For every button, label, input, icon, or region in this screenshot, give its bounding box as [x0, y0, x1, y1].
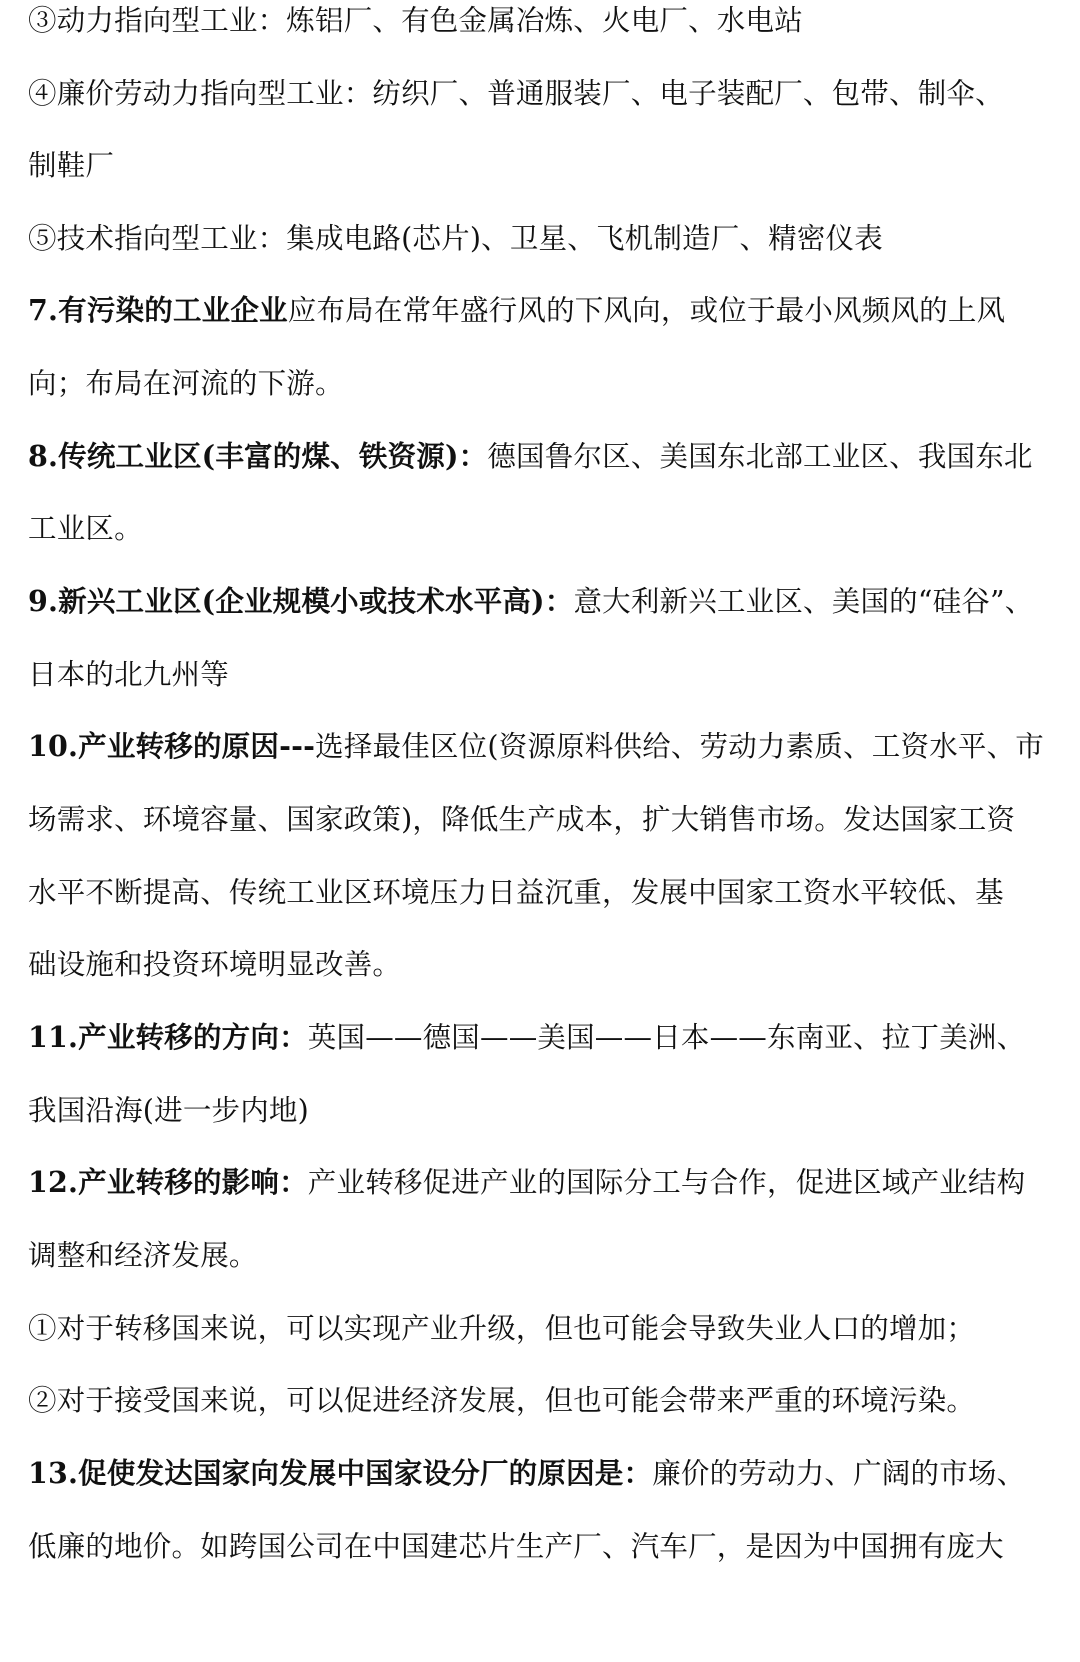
- heading-line: 10.产业转移的原因---选择最佳区位(资源原料供给、劳动力素质、工资水平、市: [28, 729, 1044, 763]
- text-line: 础设施和投资环境明显改善。: [28, 948, 402, 981]
- heading-line: 9.新兴工业区(企业规模小或技术水平高)：意大利新兴工业区、美国的“硅谷”、: [28, 584, 1034, 618]
- text-line: ③动力指向型工业：炼铝厂、有色金属冶炼、火电厂、水电站: [28, 4, 803, 37]
- text-line: ①对于转移国来说，可以实现产业升级，但也可能会导致失业人口的增加；: [28, 1312, 976, 1345]
- heading-line: 8.传统工业区(丰富的煤、铁资源)：德国鲁尔区、美国东北部工业区、我国东北: [28, 439, 1033, 473]
- heading-line: 11.产业转移的方向：英国——德国——美国——日本——东南亚、拉丁美洲、: [28, 1020, 1026, 1054]
- text-line: ②对于接受国来说，可以促进经济发展，但也可能会带来严重的环境污染。: [28, 1384, 976, 1417]
- heading-line: 7.有污染的工业企业应布局在常年盛行风的下风向，或位于最小风频风的上风: [28, 293, 1006, 327]
- text-line: 调整和经济发展。: [28, 1239, 258, 1272]
- text-line: ④廉价劳动力指向型工业：纺织厂、普通服装厂、电子装配厂、包带、制伞、: [28, 77, 1004, 110]
- text-line: 日本的北九州等: [28, 658, 229, 691]
- text-line: 制鞋厂: [28, 149, 115, 182]
- text-line: 我国沿海(进一步内地): [28, 1094, 309, 1127]
- text-line: ⑤技术指向型工业：集成电路(芯片)、卫星、飞机制造厂、精密仪表: [28, 222, 883, 255]
- text-line: 场需求、环境容量、国家政策)，降低生产成本，扩大销售市场。发达国家工资: [28, 803, 1016, 836]
- heading-line: 13.促使发达国家向发展中国家设分厂的原因是：廉价的劳动力、广阔的市场、: [28, 1456, 1026, 1490]
- text-line: 向；布局在河流的下游。: [28, 367, 344, 400]
- text-line: 水平不断提高、传统工业区环境压力日益沉重，发展中国家工资水平较低、基: [28, 876, 1004, 909]
- text-line: 低廉的地价。如跨国公司在中国建芯片生产厂、汽车厂，是因为中国拥有庞大: [28, 1530, 1004, 1563]
- heading-line: 12.产业转移的影响：产业转移促进产业的国际分工与合作，促进区域产业结构: [28, 1165, 1026, 1199]
- text-line: 工业区。: [28, 512, 143, 545]
